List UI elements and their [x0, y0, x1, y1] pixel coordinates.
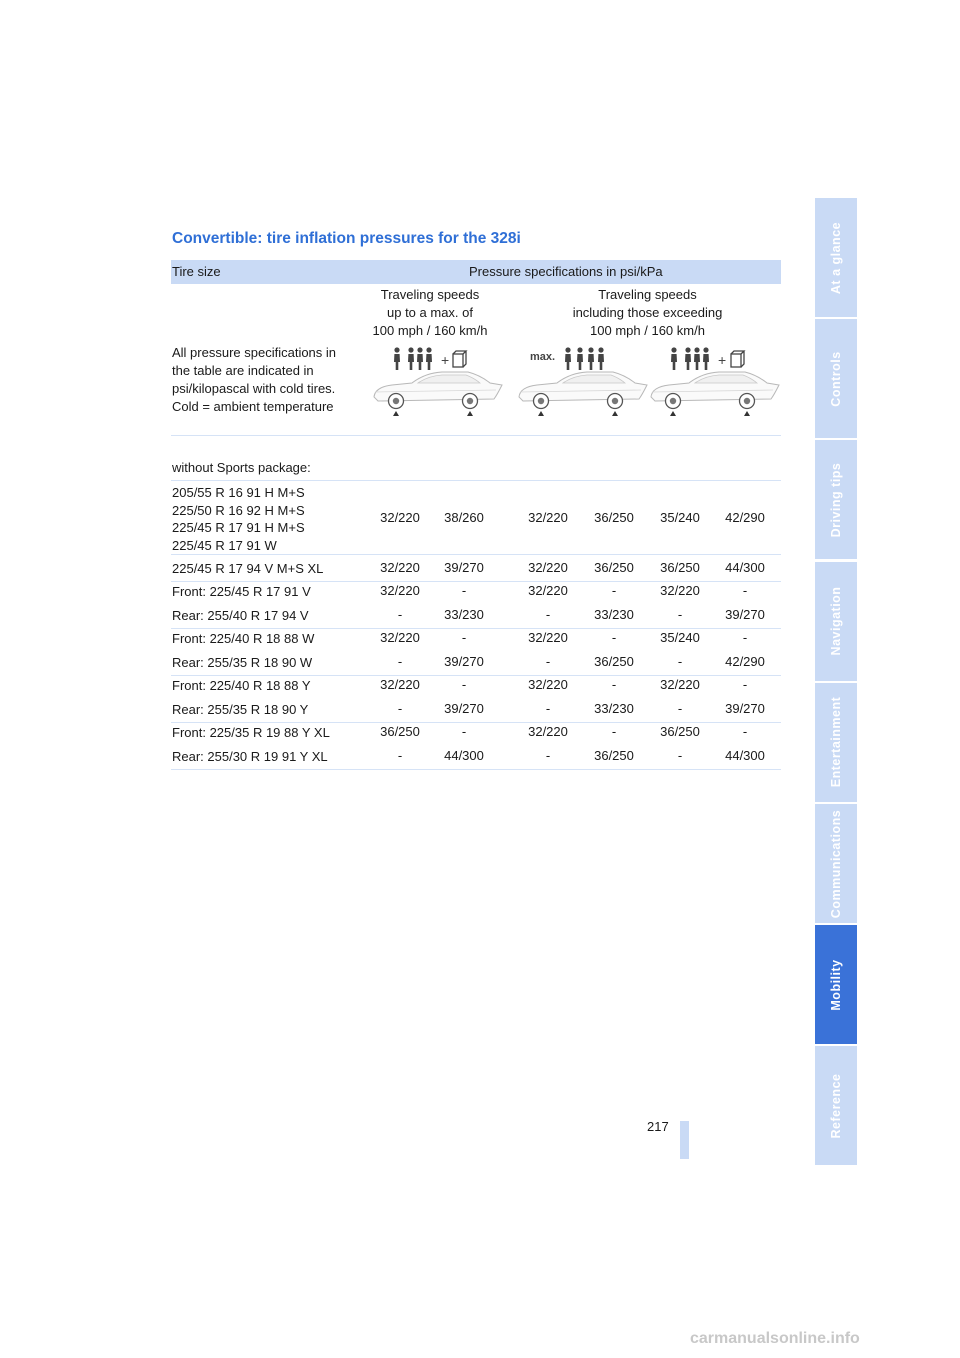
pressure-value: -: [545, 654, 551, 669]
pressure-value: 35/240: [660, 630, 700, 645]
pressure-value: -: [397, 654, 403, 669]
pressure-note: All pressure specifications in the table are indicated in psi/kilopascal with cold tires. Cold = ambient temperature: [172, 345, 337, 414]
tire-size-label: [172, 484, 305, 554]
tab-mobility[interactable]: [815, 925, 857, 1044]
page-marker: [680, 1121, 689, 1159]
svg-text:+: +: [441, 352, 450, 368]
pressure-value: -: [461, 583, 467, 598]
pressure-value: 39/270: [444, 560, 484, 575]
tire-size-line: Rear: 255/35 R 18 90 Y: [172, 702, 309, 717]
pressure-value: -: [545, 607, 551, 622]
speed-caption-1-line-1: Traveling speeds: [380, 287, 480, 302]
tire-size-label: [172, 630, 314, 648]
speed-caption-2: [555, 286, 740, 340]
tab-label: Mobility: [829, 959, 843, 1011]
tire-size-line: 225/45 R 17 94 V M+S XL: [172, 561, 324, 576]
pressure-value: 39/270: [725, 607, 765, 622]
pressure-value: 32/220: [528, 630, 568, 645]
pressure-value: -: [677, 607, 683, 622]
divider: [171, 628, 781, 629]
pressure-value: -: [545, 748, 551, 763]
tab-controls[interactable]: [815, 319, 857, 438]
tire-size-label: [172, 701, 308, 719]
pressure-value: 39/270: [725, 701, 765, 716]
pressure-value: -: [742, 583, 748, 598]
tire-size-label: [172, 724, 330, 742]
pressure-value: 44/300: [725, 560, 765, 575]
pressure-value: 32/220: [528, 583, 568, 598]
pressure-value: -: [397, 607, 403, 622]
tire-size-line: 205/55 R 16 91 H M+S: [172, 485, 305, 500]
pressure-value: 42/290: [725, 654, 765, 669]
tire-size-line: Rear: 255/35 R 18 90 W: [172, 655, 313, 670]
page-number: 217: [647, 1119, 669, 1134]
pressure-value: 32/220: [380, 510, 420, 525]
pressure-value: 33/230: [594, 701, 634, 716]
tire-size-label: [172, 607, 309, 625]
pressure-value: 36/250: [660, 724, 700, 739]
pressure-value: 42/290: [725, 510, 765, 525]
pressure-value: -: [461, 724, 467, 739]
pressure-value: 36/250: [380, 724, 420, 739]
pressure-value: -: [545, 701, 551, 716]
header-tire-size: Tire size: [172, 264, 221, 279]
pressure-value: 35/240: [660, 510, 700, 525]
pressure-value: 36/250: [660, 560, 700, 575]
car-icon-max-load: [519, 347, 647, 416]
tab-label: At a glance: [829, 221, 843, 294]
watermark: carmanualsonline.info: [690, 1330, 860, 1347]
load-illustrations: [365, 345, 780, 420]
divider: [171, 554, 781, 555]
pressure-value: 32/220: [380, 630, 420, 645]
pressure-value: -: [611, 677, 617, 692]
pressure-value: -: [397, 748, 403, 763]
pressure-value: -: [742, 724, 748, 739]
car-icon-normal-load: [374, 347, 502, 416]
divider: [171, 480, 781, 481]
pressure-value: 38/260: [444, 510, 484, 525]
pressure-value: -: [677, 654, 683, 669]
page-title: Convertible: tire inflation pressures for the 328i: [172, 230, 521, 247]
pressure-value: -: [677, 748, 683, 763]
pressure-value: 36/250: [594, 654, 634, 669]
divider: [171, 722, 781, 723]
tab-reference[interactable]: [815, 1046, 857, 1165]
tab-label: Navigation: [829, 586, 843, 656]
speed-caption-1-line-2: up to a max. of: [387, 305, 473, 320]
pressure-value: 33/230: [594, 607, 634, 622]
tab-label: Controls: [829, 350, 843, 407]
tab-entertainment[interactable]: [815, 683, 857, 802]
tire-size-line: Front: 225/40 R 18 88 Y: [172, 678, 311, 693]
tire-size-label: [172, 748, 328, 766]
car-icon-full-load: [651, 347, 779, 416]
tab-at-a-glance[interactable]: [815, 198, 857, 317]
tire-size-line: Rear: 255/30 R 19 91 Y XL: [172, 749, 328, 764]
pressure-value: 39/270: [444, 654, 484, 669]
tire-size-line: 225/45 R 17 91 W: [172, 537, 277, 553]
pressure-value: -: [742, 677, 748, 692]
pressure-value: 32/220: [660, 677, 700, 692]
speed-caption-2-line-2: including those exceeding: [572, 305, 723, 320]
pressure-value: 39/270: [444, 701, 484, 716]
tire-size-line: 225/45 R 17 91 H M+S: [172, 520, 305, 535]
pressure-value: -: [611, 630, 617, 645]
header-pressure-specs: Pressure specifications in psi/kPa: [469, 264, 663, 279]
tire-size-line: Front: 225/40 R 18 88 W: [172, 631, 315, 646]
speed-caption-1: [355, 286, 505, 340]
section-label: without Sports package:: [172, 460, 311, 475]
pressure-value: -: [461, 630, 467, 645]
tire-size-label: [172, 677, 311, 695]
tire-size-line: 225/50 R 16 92 H M+S: [172, 502, 305, 518]
tire-size-line: Front: 225/35 R 19 88 Y XL: [172, 725, 330, 740]
tab-navigation[interactable]: [815, 562, 857, 681]
tire-size-label: [172, 583, 311, 601]
pressure-value: 36/250: [594, 510, 634, 525]
pressure-value: 36/250: [594, 560, 634, 575]
pressure-value: -: [677, 701, 683, 716]
tab-communications[interactable]: [815, 804, 857, 923]
svg-text:+: +: [718, 352, 727, 368]
divider: [171, 581, 781, 582]
pressure-value: 44/300: [444, 748, 484, 763]
pressure-value: 32/220: [528, 560, 568, 575]
pressure-value: -: [742, 630, 748, 645]
pressure-value: 32/220: [528, 724, 568, 739]
tab-label: Reference: [829, 1073, 843, 1139]
table-header: [171, 260, 781, 284]
speed-caption-2-line-1: Traveling speeds: [598, 287, 697, 302]
divider: [171, 675, 781, 676]
tire-size-label: [172, 654, 312, 672]
divider: [171, 769, 781, 770]
tab-label: Driving tips: [829, 462, 843, 538]
speed-caption-2-line-3: 100 mph / 160 km/h: [590, 323, 705, 338]
pressure-value: -: [397, 701, 403, 716]
pressure-value: -: [461, 677, 467, 692]
tire-size-label: [172, 560, 323, 578]
tire-size-line: Front: 225/45 R 17 91 V: [172, 584, 311, 599]
max-label: max.: [530, 351, 556, 363]
pressure-value: -: [611, 724, 617, 739]
pressure-value: 32/220: [528, 677, 568, 692]
pressure-value: 33/230: [444, 607, 484, 622]
pressure-value: 32/220: [380, 583, 420, 598]
pressure-value: 32/220: [660, 583, 700, 598]
pressure-value: 32/220: [380, 677, 420, 692]
pressure-value: 36/250: [594, 748, 634, 763]
tab-label: Entertainment: [829, 697, 843, 788]
pressure-value: 32/220: [380, 560, 420, 575]
divider: [171, 435, 781, 436]
pressure-value: 32/220: [528, 510, 568, 525]
tab-driving-tips[interactable]: [815, 440, 857, 559]
pressure-value: -: [611, 583, 617, 598]
speed-caption-1-line-3: 100 mph / 160 km/h: [372, 323, 488, 338]
tab-label: Communications: [829, 809, 843, 918]
tire-size-line: Rear: 255/40 R 17 94 V: [172, 608, 309, 623]
pressure-value: 44/300: [725, 748, 765, 763]
